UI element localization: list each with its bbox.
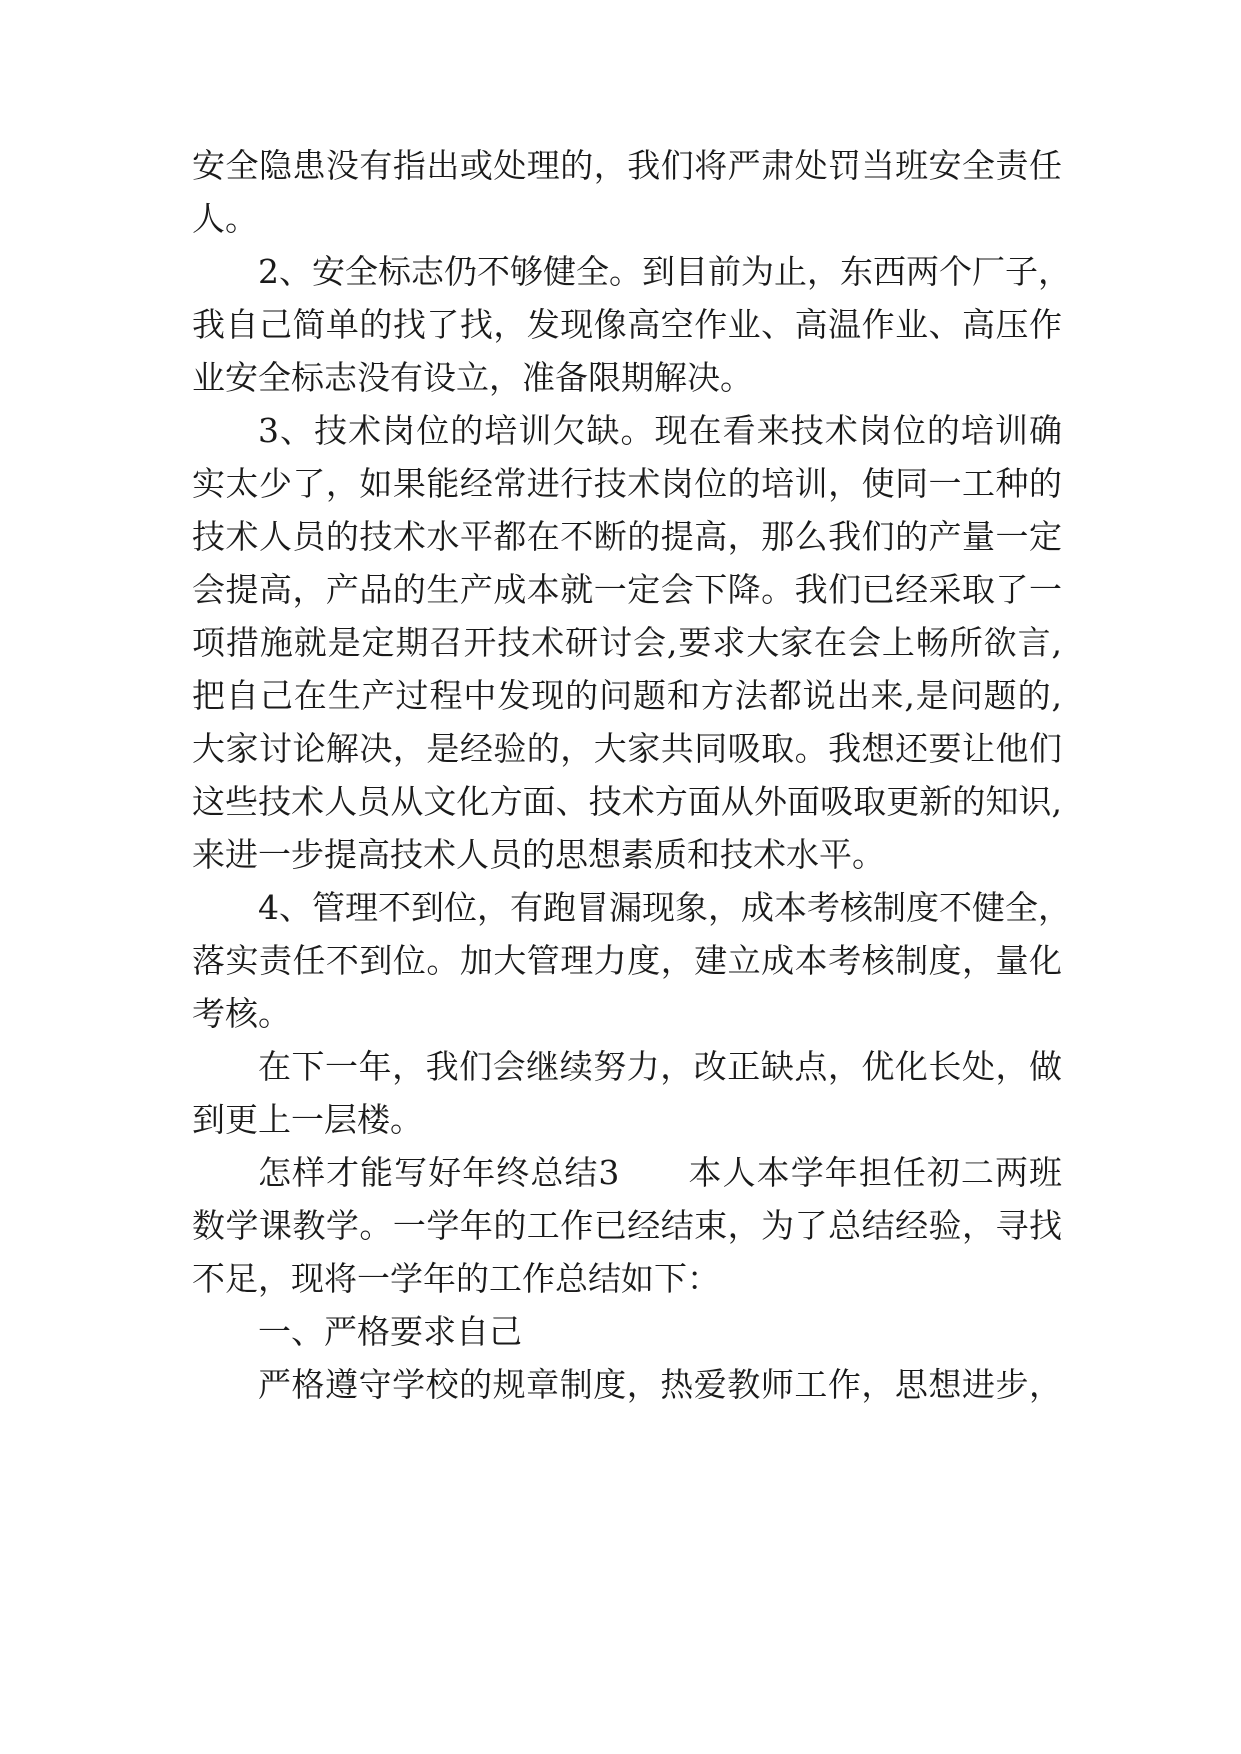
text-line: 3、技术岗位的培训欠缺。现在看来技术岗位的培训确 bbox=[258, 411, 1062, 450]
text-line: 把自己在生产过程中发现的问题和方法都说出来,是问题的, bbox=[192, 676, 1062, 715]
text-line: 人。 bbox=[192, 199, 258, 238]
text-line: 实太少了，如果能经常进行技术岗位的培训，使同一工种的 bbox=[192, 464, 1062, 503]
text-line: 会提高，产品的生产成本就一定会下降。我们已经采取了一 bbox=[192, 570, 1062, 609]
text-line: 4、管理不到位，有跑冒漏现象，成本考核制度不健全， bbox=[258, 888, 1071, 927]
text-line: 我自己简单的找了找，发现像高空作业、高温作业、高压作 bbox=[192, 305, 1062, 344]
text-line: 项措施就是定期召开技术研讨会,要求大家在会上畅所欲言, bbox=[192, 623, 1062, 662]
text-line: 严格遵守学校的规章制度，热爱教师工作，思想进步， bbox=[258, 1365, 1062, 1404]
text-line: 到更上一层楼。 bbox=[192, 1100, 423, 1139]
text-line: 怎样才能写好年终总结3 本人本学年担任初二两班 bbox=[258, 1153, 1062, 1192]
text-line: 2、安全标志仍不够健全。到目前为止，东西两个厂子， bbox=[258, 252, 1071, 291]
text-line: 安全隐患没有指出或处理的，我们将严肃处罚当班安全责任 bbox=[192, 146, 1062, 185]
text-line: 大家讨论解决，是经验的，大家共同吸取。我想还要让他们 bbox=[192, 729, 1062, 768]
text-line: 这些技术人员从文化方面、技术方面从外面吸取更新的知识, bbox=[192, 782, 1062, 821]
text-line: 业安全标志没有设立，准备限期解决。 bbox=[192, 358, 753, 397]
section-heading: 一、严格要求自己 bbox=[258, 1312, 522, 1351]
text-line: 不足，现将一学年的工作总结如下： bbox=[192, 1259, 720, 1298]
text-line: 来进一步提高技术人员的思想素质和技术水平。 bbox=[192, 835, 885, 874]
text-line: 在下一年，我们会继续努力，改正缺点，优化长处，做 bbox=[258, 1047, 1062, 1086]
text-line: 技术人员的技术水平都在不断的提高，那么我们的产量一定 bbox=[192, 517, 1062, 556]
text-line: 落实责任不到位。加大管理力度，建立成本考核制度，量化 bbox=[192, 941, 1062, 980]
text-line: 考核。 bbox=[192, 994, 291, 1033]
text-line: 数学课教学。一学年的工作已经结束，为了总结经验，寻找 bbox=[192, 1206, 1062, 1245]
